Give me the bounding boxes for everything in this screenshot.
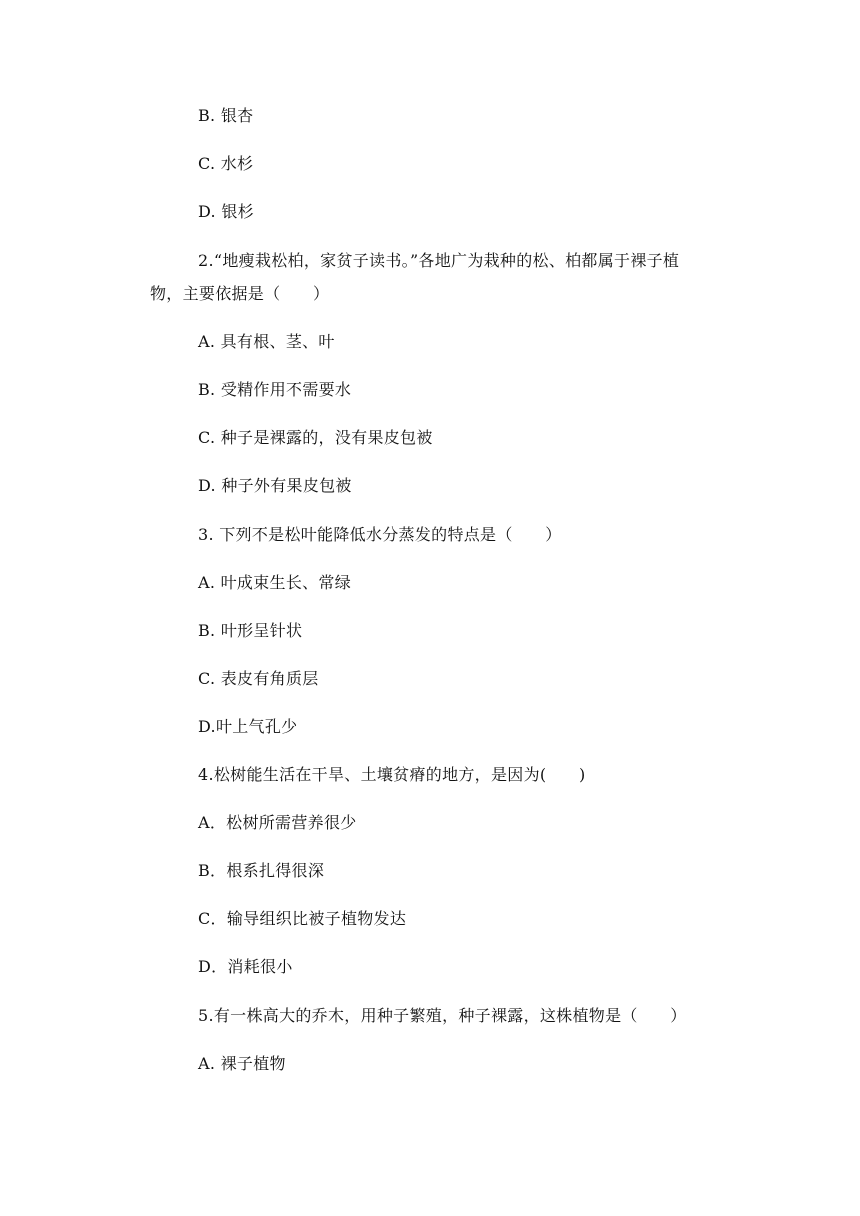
q1-option-d: D. 银杉 [198,202,254,221]
q4-stem: 4.松树能生活在干旱、土壤贫瘠的地方，是因为( ) [198,765,586,784]
q3-option-d: D.叶上气孔少 [198,717,298,736]
q2-stem-line1: 2.“地瘦栽松柏，家贫子读书。”各地广为栽种的松、柏都属于裸子植 [198,251,680,270]
q1-option-b: B. 银杏 [198,106,254,125]
q5-option-a: A. 裸子植物 [198,1054,286,1073]
q2-option-d: D. 种子外有果皮包被 [198,476,352,495]
q4-option-c: C．输导组织比被子植物发达 [198,909,407,928]
q5-stem: 5.有一株高大的乔木，用种子繁殖，种子裸露，这株植物是（ ） [198,1006,687,1025]
q2-stem-line2: 物，主要依据是（ ） [150,284,330,303]
q3-option-c: C. 表皮有角质层 [198,669,319,688]
q4-option-a: A．松树所需营养很少 [198,813,357,832]
q3-option-b: B. 叶形呈针状 [198,621,303,640]
q3-option-a: A. 叶成束生长、常绿 [198,573,352,592]
q3-stem: 3. 下列不是松叶能降低水分蒸发的特点是（ ） [198,525,562,544]
q1-option-c: C. 水杉 [198,154,254,173]
q4-option-d: D．消耗很小 [198,957,293,976]
q2-option-a: A. 具有根、茎、叶 [198,332,335,351]
q2-option-c: C. 种子是裸露的，没有果皮包被 [198,428,433,447]
q4-option-b: B．根系扎得很深 [198,861,325,880]
q2-option-b: B. 受精作用不需要水 [198,380,352,399]
